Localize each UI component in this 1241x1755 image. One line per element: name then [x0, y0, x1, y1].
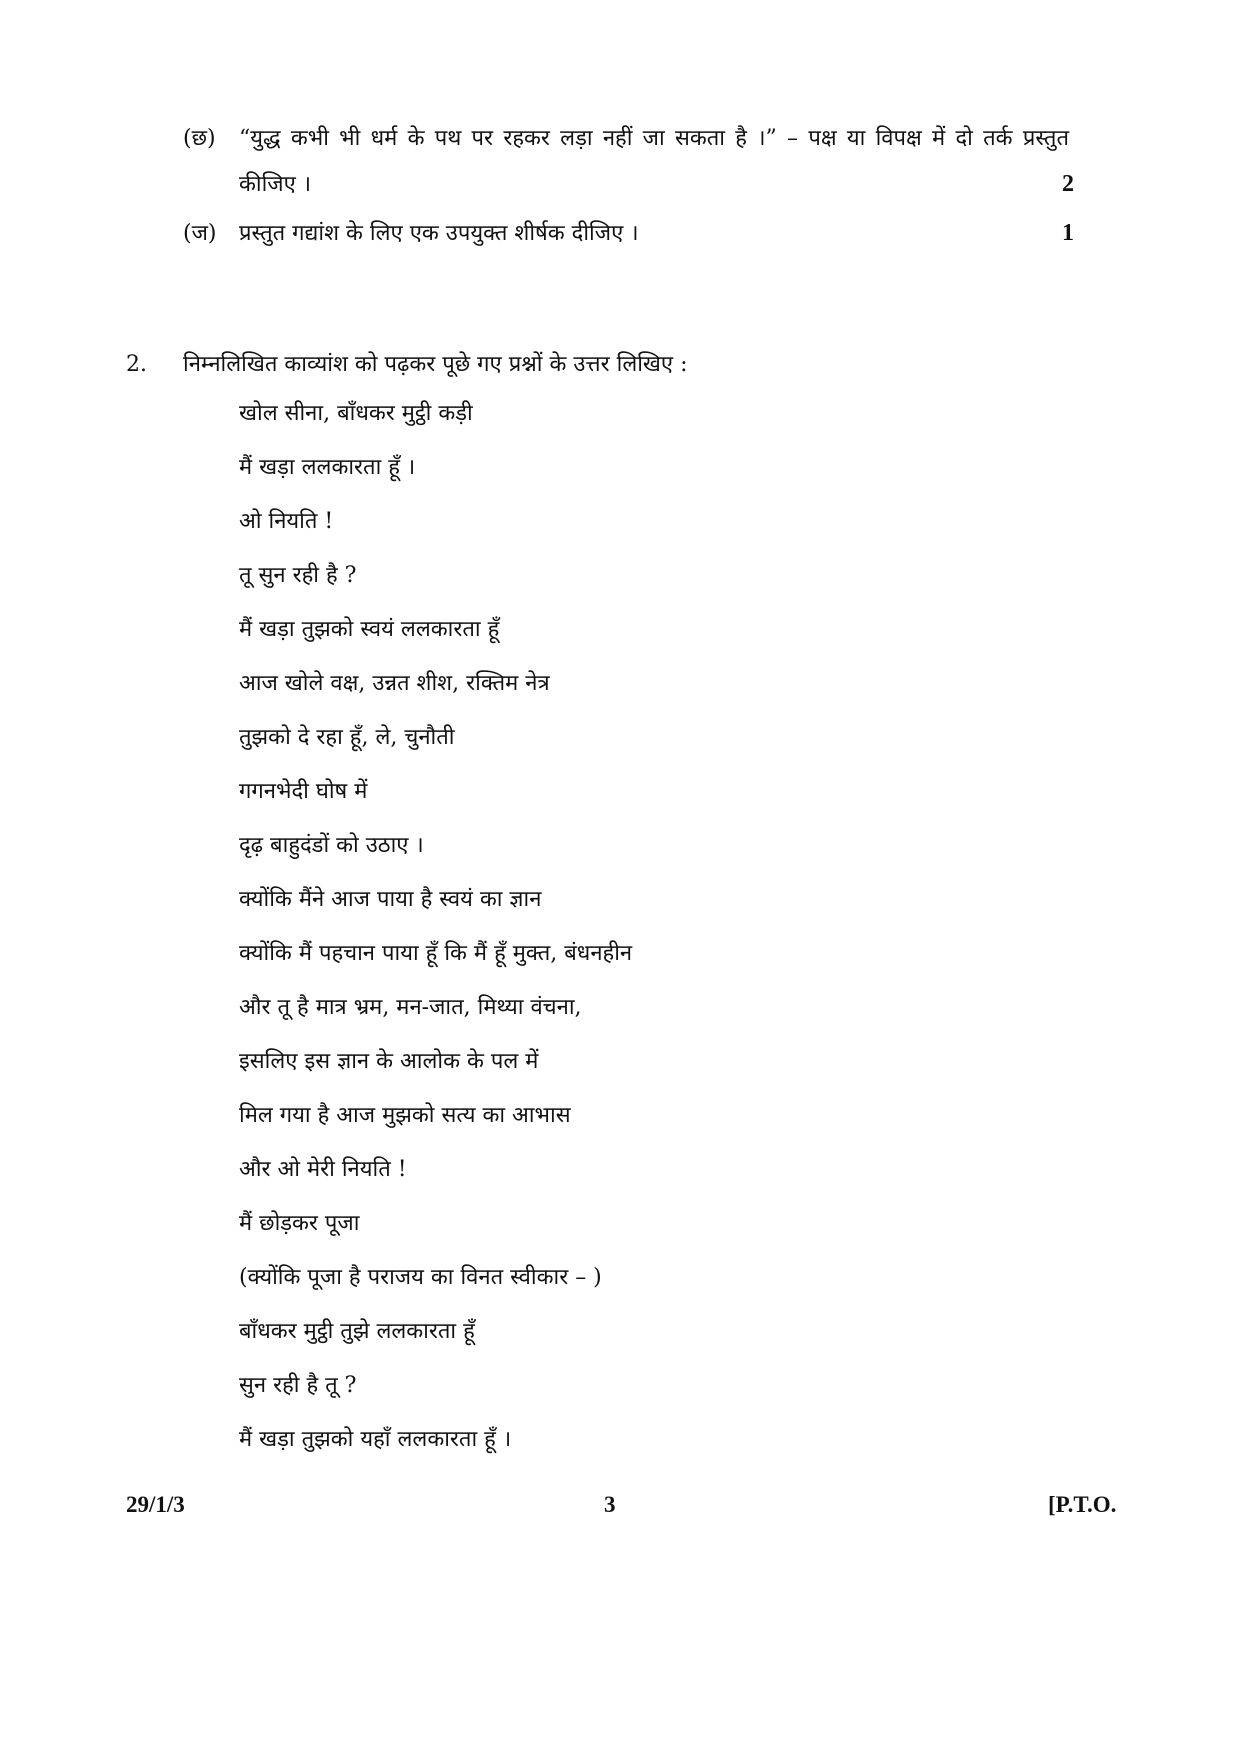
page-number: 3: [604, 1492, 616, 1517]
part-chh-question-line-1: “युद्ध कभी भी धर्म के पथ पर रहकर लड़ा नहीं जा सकता है ।” – पक्ष या विपक्ष में दो तर्क प्रस्तुत: [239, 126, 1069, 151]
part-chh-question-line-2: कीजिए ।: [239, 172, 312, 197]
poem-line: ओ नियति !: [239, 509, 334, 534]
poem-line: तुझको दे रहा हूँ, ले, चुनौती: [239, 725, 455, 750]
poem-line: क्योंकि मैं पहचान पाया हूँ कि मैं हूँ मुक्त, बंधनहीन: [239, 941, 633, 966]
please-turn-over: [P.T.O.: [1048, 1492, 1117, 1517]
poem-line: मिल गया है आज मुझको सत्य का आभास: [239, 1103, 571, 1128]
poem-line: गगनभेदी घोष में: [239, 779, 368, 804]
part-ja-label: (ज): [183, 221, 217, 246]
poem-line: मैं खड़ा तुझको स्वयं ललकारता हूँ: [239, 617, 500, 642]
poem-line: दृढ़ बाहुदंडों को उठाए ।: [239, 833, 424, 858]
poem-line: बाँधकर मुट्ठी तुझे ललकारता हूँ: [239, 1319, 475, 1344]
poem-line: क्योंकि मैंने आज पाया है स्वयं का ज्ञान: [239, 887, 542, 912]
poem-line: और ओ मेरी नियति !: [239, 1157, 407, 1182]
poem-line: सुन रही है तू ?: [239, 1373, 357, 1398]
poem-line: मैं खड़ा ललकारता हूँ ।: [239, 455, 416, 480]
part-ja-question: प्रस्तुत गद्यांश के लिए एक उपयुक्त शीर्षक दीजिए ।: [239, 221, 639, 246]
part-chh-marks: 2: [1062, 171, 1074, 197]
poem-extract: [239, 400, 632, 1480]
poem-line: (क्योंकि पूजा है पराजय का विनत स्वीकार – ): [239, 1265, 602, 1290]
poem-line: मैं छोड़कर पूजा: [239, 1211, 360, 1236]
poem-line: आज खोले वक्ष, उन्नत शीश, रक्तिम नेत्र: [239, 671, 550, 696]
part-chh-label: (छ): [183, 126, 216, 151]
question-2-number: 2.: [126, 352, 147, 377]
poem-line: खोल सीना, बाँधकर मुट्ठी कड़ी: [239, 401, 473, 426]
poem-line: इसलिए इस ज्ञान के आलोक के पल में: [239, 1049, 539, 1074]
poem-line: मैं खड़ा तुझको यहाँ ललकारता हूँ ।: [239, 1427, 512, 1452]
poem-line: और तू है मात्र भ्रम, मन-जात, मिथ्या वंचना,: [239, 995, 582, 1020]
paper-code: 29/1/3: [126, 1492, 185, 1517]
question-2-instruction: निम्नलिखित काव्यांश को पढ़कर पूछे गए प्रश्नों के उत्तर लिखिए :: [183, 352, 688, 377]
part-ja-marks: 1: [1062, 220, 1074, 246]
poem-line: तू सुन रही है ?: [239, 563, 357, 588]
